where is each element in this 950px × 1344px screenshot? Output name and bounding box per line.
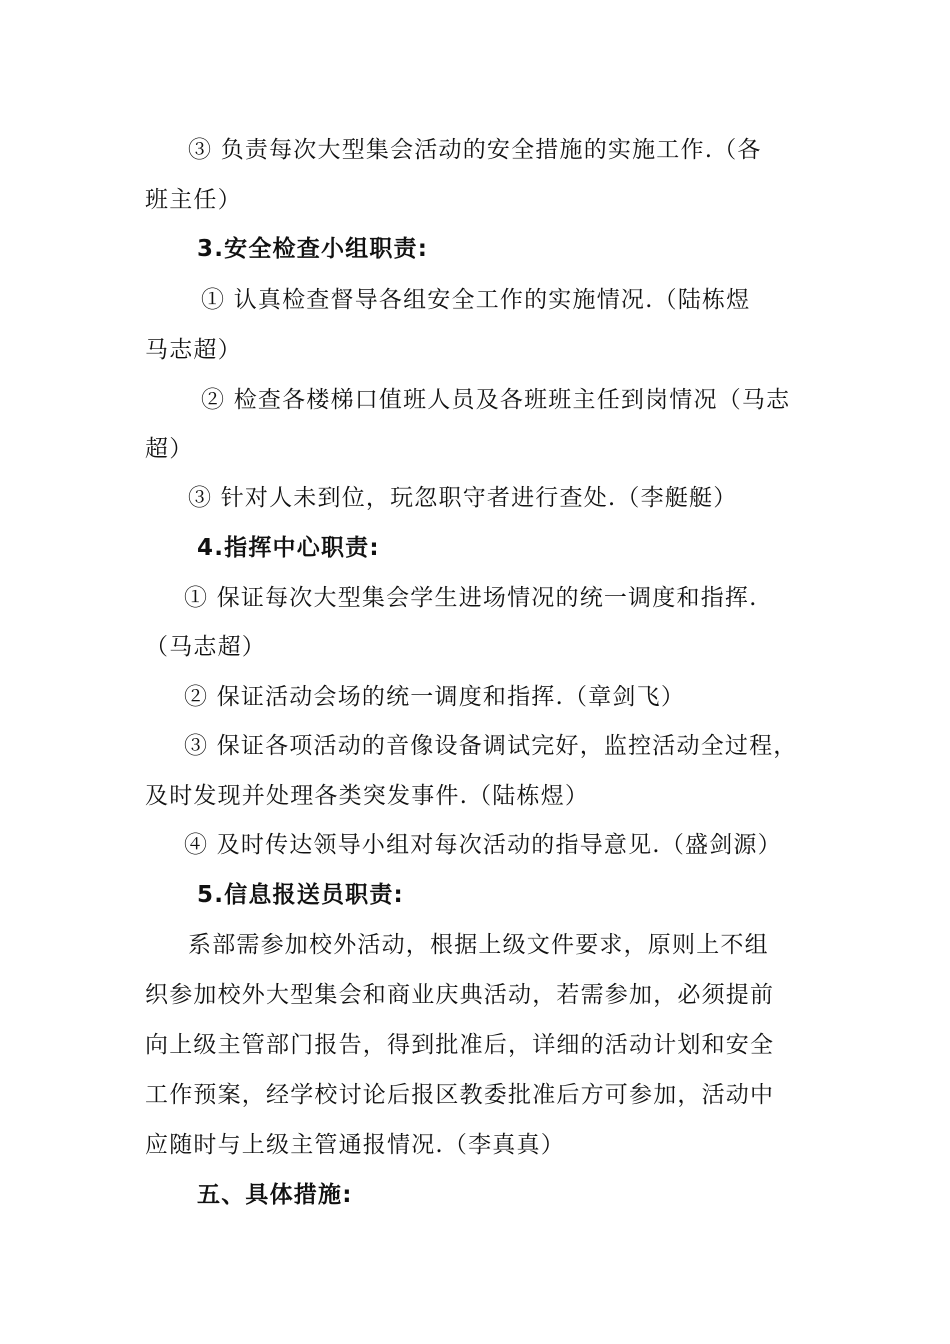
- duty-item-line: ③ 针对人未到位，玩忽职守者进行查处.（李艇艇）: [188, 485, 738, 511]
- paragraph-line: 织参加校外大型集会和商业庆典活动，若需参加，必须提前: [145, 982, 775, 1008]
- paragraph-line: 向上级主管部门报告，得到批准后，详细的活动计划和安全: [145, 1032, 775, 1058]
- duty-item-line: ① 保证每次大型集会学生进场情况的统一调度和指挥.: [184, 585, 758, 611]
- section-heading: 3.安全检查小组职责:: [197, 236, 429, 262]
- duty-item-line: 班主任）: [145, 187, 242, 213]
- duty-item-line: ② 保证活动会场的统一调度和指挥.（章剑飞）: [184, 684, 686, 710]
- duty-item-line: 超）: [145, 436, 194, 462]
- duty-item-line: ④ 及时传达领导小组对每次活动的指导意见.（盛剑源）: [184, 832, 782, 858]
- duty-item-line: 马志超）: [145, 337, 242, 363]
- section-heading: 4.指挥中心职责:: [197, 535, 380, 561]
- duty-item-line: （马志超）: [145, 634, 266, 660]
- duty-item-line: ③ 负责每次大型集会活动的安全措施的实施工作.（各: [188, 137, 762, 163]
- paragraph-line: 系部需参加校外活动，根据上级文件要求，原则上不组: [188, 932, 769, 958]
- section-heading: 五、具体措施:: [197, 1182, 353, 1208]
- duty-item-line: ③ 保证各项活动的音像设备调试完好，监控活动全过程，: [184, 733, 798, 759]
- duty-item-line: 及时发现并处理各类突发事件.（陆栋煜）: [145, 783, 590, 809]
- paragraph-line: 应随时与上级主管通报情况.（李真真）: [145, 1132, 565, 1158]
- duty-item-line: ① 认真检查督导各组安全工作的实施情况.（陆栋煜: [201, 287, 751, 313]
- duty-item-line: ② 检查各楼梯口值班人员及各班班主任到岗情况（马志: [201, 387, 791, 413]
- paragraph-line: 工作预案，经学校讨论后报区教委批准后方可参加，活动中: [145, 1082, 775, 1108]
- section-heading: 5.信息报送员职责:: [197, 882, 404, 908]
